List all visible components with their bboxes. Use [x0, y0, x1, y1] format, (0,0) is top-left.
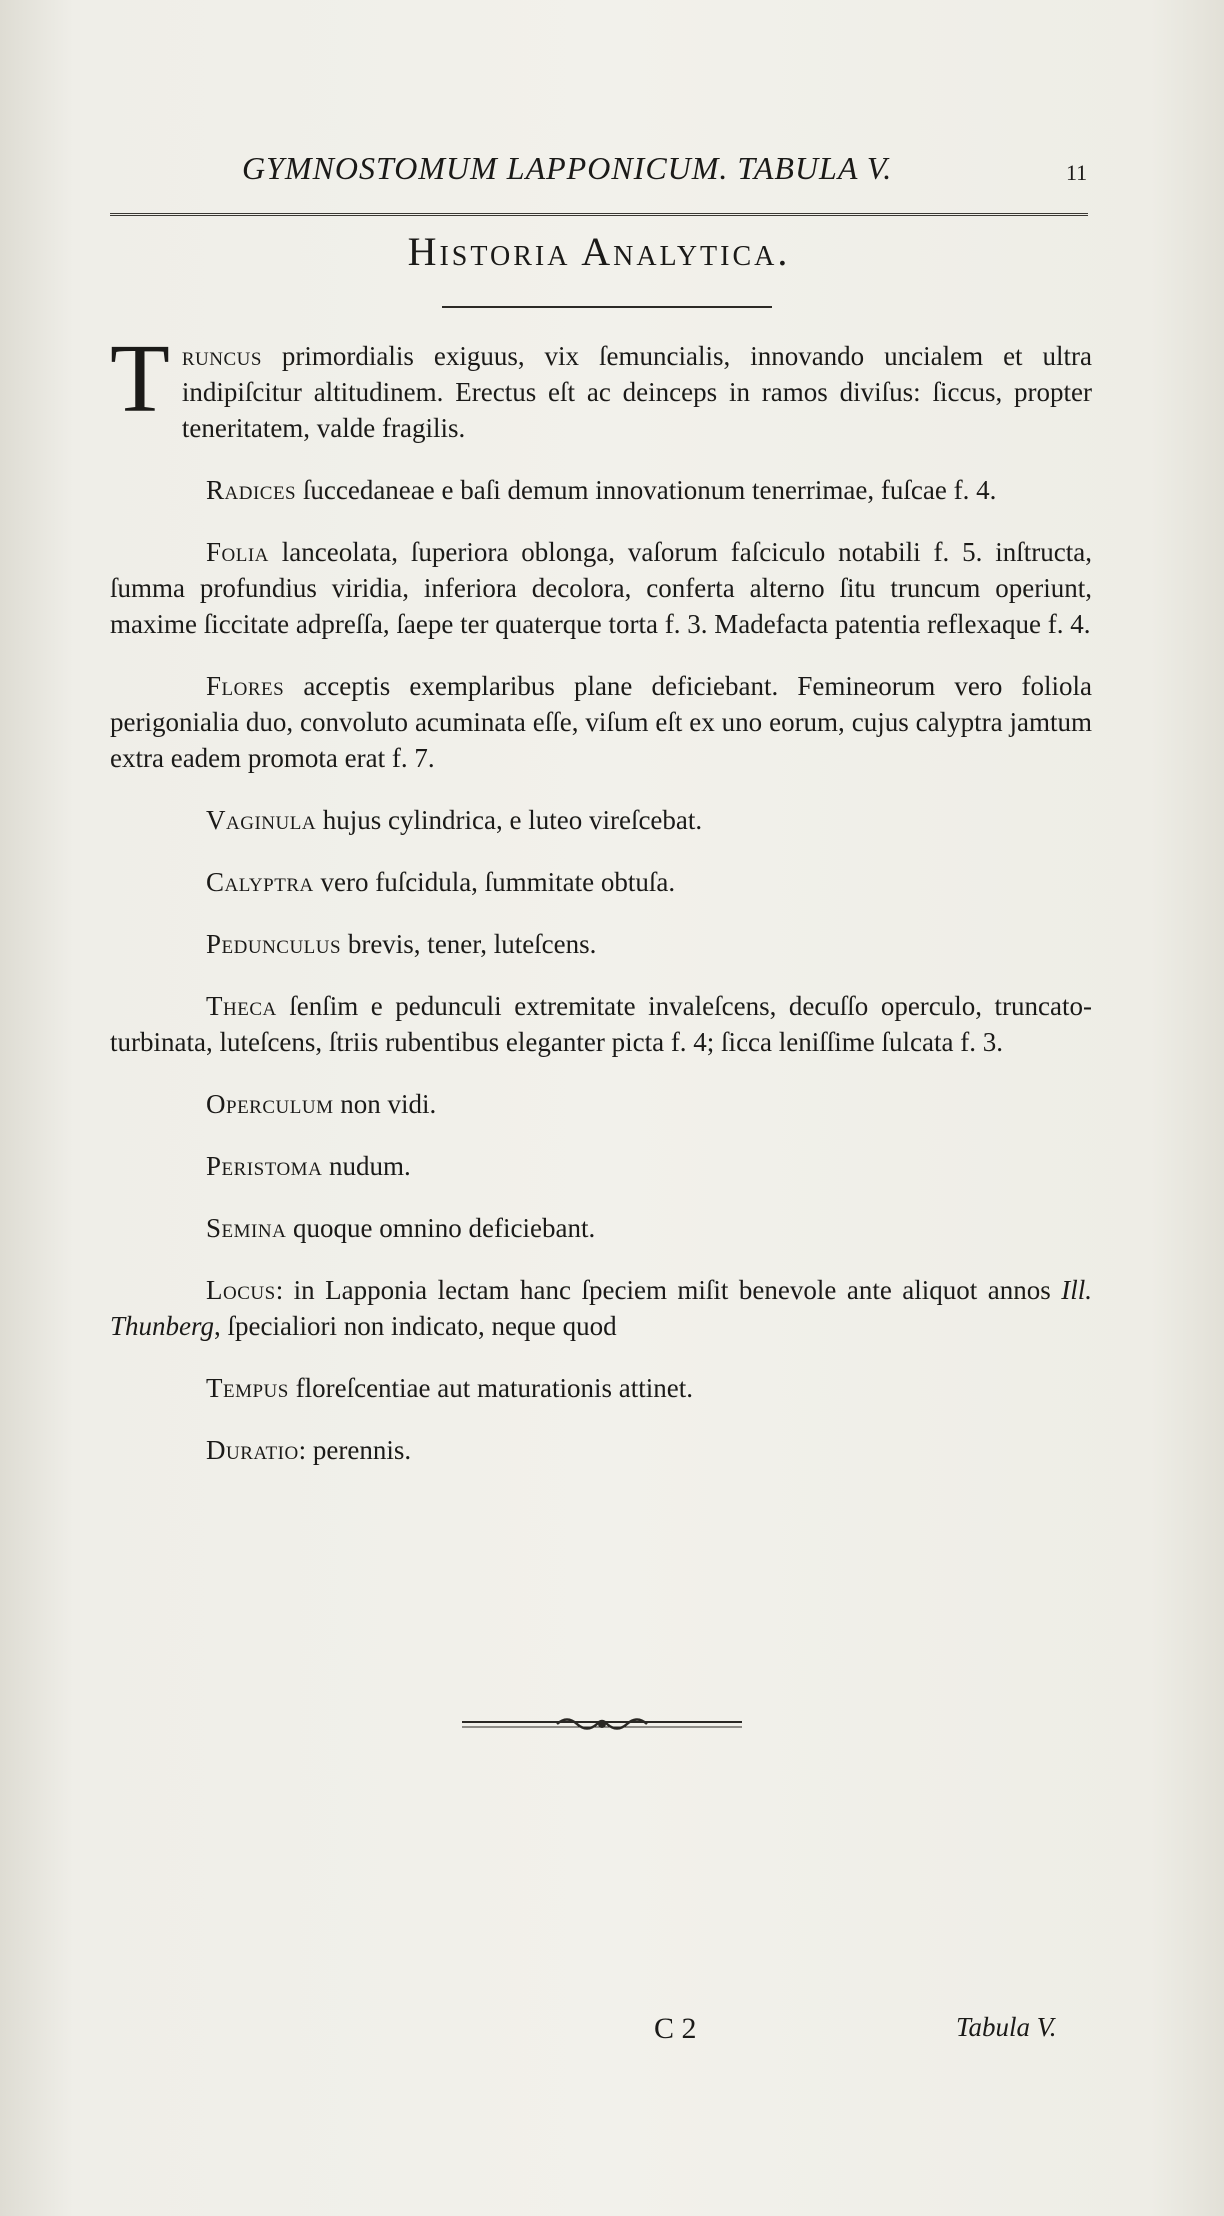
paragraph-peristoma [110, 1148, 1092, 1184]
term-peristoma: Peristoma [206, 1151, 323, 1181]
term-tempus: Tempus [206, 1373, 289, 1403]
paragraph-semina [110, 1210, 1092, 1246]
text-pedunculus: brevis, tener, luteſcens. [341, 929, 597, 959]
term-duratio: Duratio [206, 1435, 299, 1465]
text-folia: lanceolata, ſuperiora oblonga, vaſorum faſciculo notabili f. 5. inſtructa, ſumma profundius viridia, inferiora decolora, conferta alterno ſitu truncum operiunt, maxime ſiccitate adpreſſa, ſaepe ter quaterque torta f. 3. Madefacta patentia reflexaque f. 4. [110, 537, 1092, 639]
text-duratio: : perennis. [298, 1435, 412, 1465]
term-flores: Flores [206, 671, 285, 701]
paragraph-vaginula [110, 802, 1092, 838]
text-truncus: primordialis exiguus, vix ſemuncialis, innovando uncialem et ultra indipiſcitur altitudinem. Erectus eſt ac deinceps in ramos diviſus: ſiccus, propter teneritatem, valde fragilis. [181, 341, 1092, 443]
running-title: GYMNOSTOMUM LAPPONICUM. TABULA V. [242, 150, 893, 186]
text-locus-before: : in Lapponia lectam hanc ſpeciem miſit benevole ante aliquot annos [275, 1275, 1062, 1305]
catchword: Tabula V. [956, 2012, 1057, 2042]
person-name: Ill. Thunberg [110, 1275, 1092, 1341]
text-theca: ſenſim e pedunculi extremitate invaleſcens, decuſſo operculo, truncato-turbinata, luteſcens, ſtriis rubentibus eleganter picta f. 4; ſicca leniſſime ſulcata f. 3. [110, 991, 1092, 1057]
text-semina: quoque omnino deficiebant. [286, 1213, 596, 1243]
paragraph-pedunculus [110, 926, 1092, 962]
text-calyptra: vero fuſcidula, ſummitate obtuſa. [313, 867, 676, 897]
term-calyptra: Calyptra [206, 867, 314, 897]
paragraph-tempus [110, 1370, 1092, 1406]
paragraph-theca [110, 988, 1092, 1060]
ornament-divider [462, 1712, 742, 1736]
term-theca: Theca [206, 991, 277, 1021]
paragraph-flores [110, 668, 1092, 776]
text-vaginula: hujus cylindrica, e luteo vireſcebat. [316, 805, 703, 835]
text-peristoma: nudum. [322, 1151, 411, 1181]
paragraph-duratio [110, 1432, 1092, 1468]
text-locus-after: , ſpecialiori non indicato, neque quod [214, 1311, 617, 1341]
paragraph-truncus [110, 325, 1092, 446]
text-radices: ſuccedaneae e baſi demum innovationum tenerrimae, fuſcae f. 4. [296, 475, 997, 505]
text-operculum: non vidi. [333, 1089, 437, 1119]
text-body [110, 325, 1092, 1494]
term-radices: Radices [206, 475, 297, 505]
paragraph-locus [110, 1272, 1092, 1344]
term-pedunculus: Pedunculus [206, 929, 342, 959]
drop-cap: T [110, 325, 170, 433]
page-title: Historia Analytica. [407, 229, 791, 274]
paragraph-radices [110, 472, 1092, 508]
paragraph-folia [110, 534, 1092, 642]
header-rule [110, 213, 1088, 216]
term-locus: Locus [206, 1275, 276, 1305]
signature-mark: C 2 [654, 2012, 697, 2045]
text-tempus: floreſcentiae aut maturationis attinet. [288, 1373, 693, 1403]
term-operculum: Operculum [206, 1089, 334, 1119]
term-truncus: runcus [181, 341, 262, 371]
term-semina: Semina [206, 1213, 287, 1243]
page-number: 11 [1066, 160, 1088, 185]
text-flores: acceptis exemplaribus plane deficiebant. Femineorum vero foliola perigonialia duo, convoluto acuminata eſſe, viſum eſt ex uno eorum, cujus calyptra jamtum extra eadem promota erat f. 7. [110, 671, 1092, 773]
paragraph-calyptra [110, 864, 1092, 900]
term-vaginula: Vaginula [206, 805, 317, 835]
title-rule [442, 306, 772, 308]
term-folia: Folia [206, 537, 269, 567]
paragraph-operculum [110, 1086, 1092, 1122]
